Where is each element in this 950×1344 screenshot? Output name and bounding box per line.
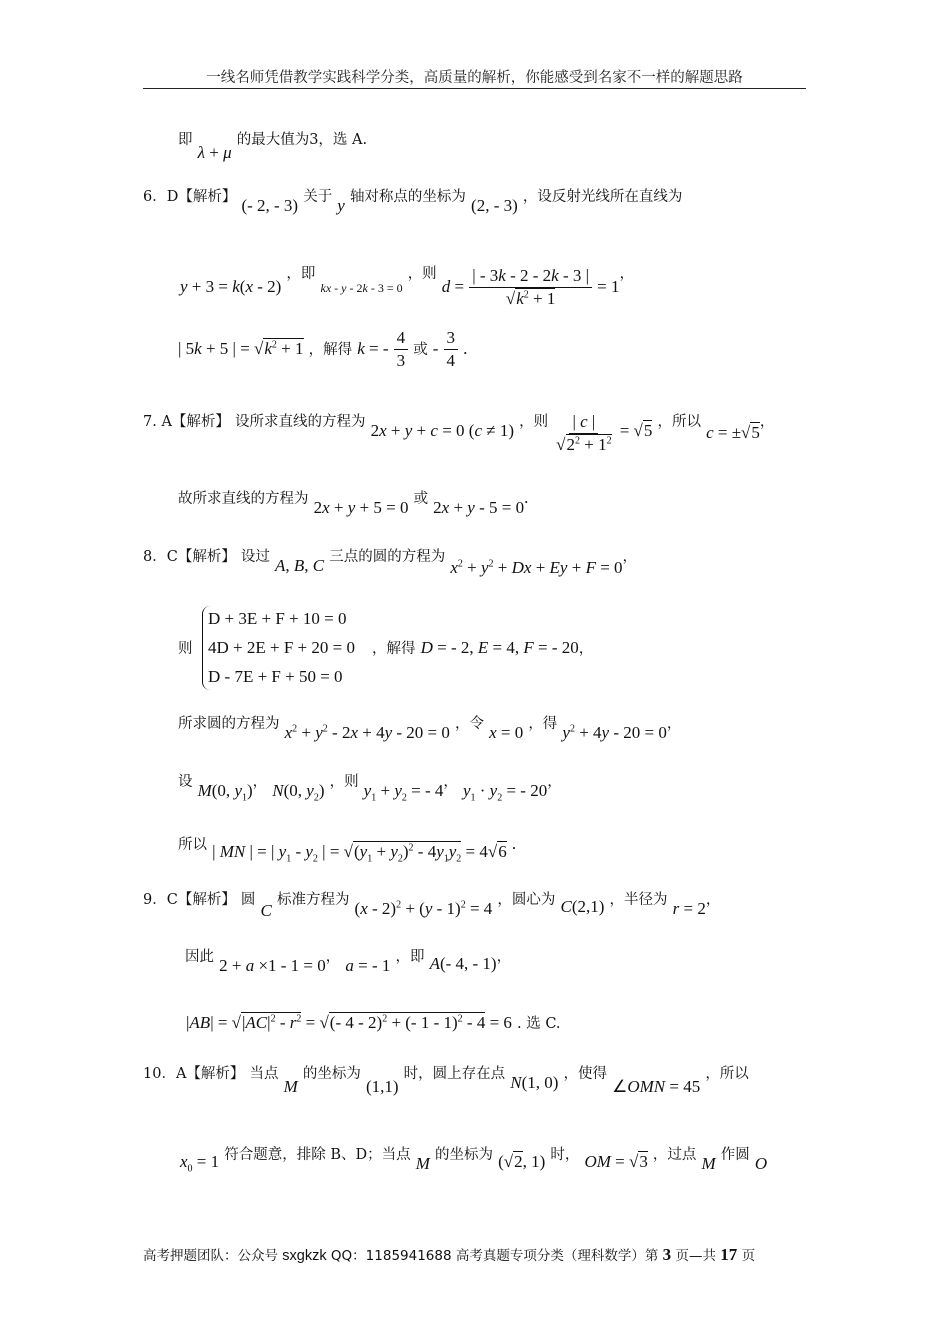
solution-8-line-5: 所以 | MN | = | $y_1 - y_2$ | = $√(y_1 + y_2)^2 - 4y_1y_2 = 4√6$ . [178,834,517,865]
solution-8-line-1: 8．C【解析】 设过 A, B, C 三点的圆的方程为 $x^2 + y^2 + Dx + Ey + F = 0$， [143,549,638,577]
solution-6-line-3: | 5k + 5 | = $√k^2 + 1$ ，解得 k = - $\frac{4}{3}$ 或 - $\frac{3}{4}$ . [178,328,468,370]
solution-6-label: 6．D【解析】 [143,189,237,205]
solution-7-line-1: 7. A【解析】 设所求直线的方程为 2x + y + c = 0 (c ≠ 1) ，则 $\frac{| c |}{√2^2 + 1^2}$ = √5 ，所以 c = ±√5， [143,412,775,454]
solution-9-line-1: 9．C【解析】 圆 C 标准方程为 (x - 2)$^2$ + (y - 1)$^2$ = 4 ，圆心为 C(2,1) ，半径为 r = 2， [143,892,721,920]
solution-9-line-2: 因此 2 + a ×1 - 1 = 0， a = - 1 ，即 A(- 4, - 1)， [185,949,512,975]
footer-qq: QQ：1185941688 [330,1248,452,1264]
footer-page-number: 3 [662,1245,672,1264]
solution-8-line-3: 所求圆的方程为 $x^2 + y^2 - 2x + 4y - 20 = 0$ ，令 x = 0 ，得 $y^2 + 4y - 20 = 0$， [178,716,682,742]
solution-8-line-4: 设 M(0, $y_1$)， N(0, $y_2$) ，则 $y_1 + y_2$ = - 4， $y_1 \cdot y_2$ = - 20， [178,774,562,804]
solution-8-then: 则 [178,641,193,657]
footer-prefix: 高考押题团队：公众号 [143,1248,278,1264]
line-conclusion-5: 即 λ + μ 的最大值为3，选 A. [178,132,368,162]
solution-7-label: 7. A【解析】 [143,414,230,430]
footer-brand: sxgkzk [282,1248,327,1264]
equation-system-row-1: D + 3E + F + 10 = 0 [208,609,347,628]
solution-6-line-1: 6．D【解析】 (- 2, - 3) 关于 y 轴对称点的坐标为 (2, - 3) ，设反射光线所在直线为 [143,189,683,215]
footer-total-pages: 17 [720,1245,738,1264]
solution-9-label: 9．C【解析】 [143,892,236,908]
header-rule [143,88,806,89]
footer-suffix: 页 [741,1248,756,1264]
solution-10-label: 10．A【解析】 [143,1066,245,1082]
page-footer [143,1244,755,1265]
solution-6-line-2: y + 3 = k(x - 2) ，即 $_{kx - y - 2k - 3 = 0}$ ，则 d = $\frac{| - 3k - 2 - 2k - 3 |}{√k^2 + 1}$ = 1， [180,266,634,308]
footer-mid: 页—共 [675,1248,716,1264]
solution-10-line-2: $x_0 = 1$ 符合题意，排除 B、D；当点 M 的坐标为 (√2, 1) 时， OM = √3 ，过点 M 作圆 O [180,1147,768,1175]
solution-10-line-1: 10．A【解析】 当点 M 的坐标为 (1,1) 时，圆上存在点 N(1, 0) ，使得 ∠OMN = 45 ，所以 [143,1066,749,1096]
footer-series: 高考真题专项分类（理科数学）第 [455,1248,659,1264]
page-header: 一线名师凭借教学实践科学分类，高质量的解析，你能感受到名家不一样的解题思路 [206,70,743,86]
solution-7-line-2: 故所求直线的方程为 2x + y + 5 = 0 或 2x + y - 5 = 0. [178,488,529,517]
solution-8-label: 8．C【解析】 [143,549,236,565]
solution-9-line-3: $|AB| = √|AC|^2 - r^2$ = √(- 4 - 2)$^2$ + (- 1 - 1)$^2$ - 4 = 6 . 选 C. [186,1013,561,1032]
solution-8-solve: ，解得 D = - 2, E = 4, F = - 20， [372,638,594,657]
equation-system-row-2: 4D + 2E + F + 20 = 0 [208,638,355,657]
equation-system-row-3: D - 7E + F + 50 = 0 [208,667,343,686]
